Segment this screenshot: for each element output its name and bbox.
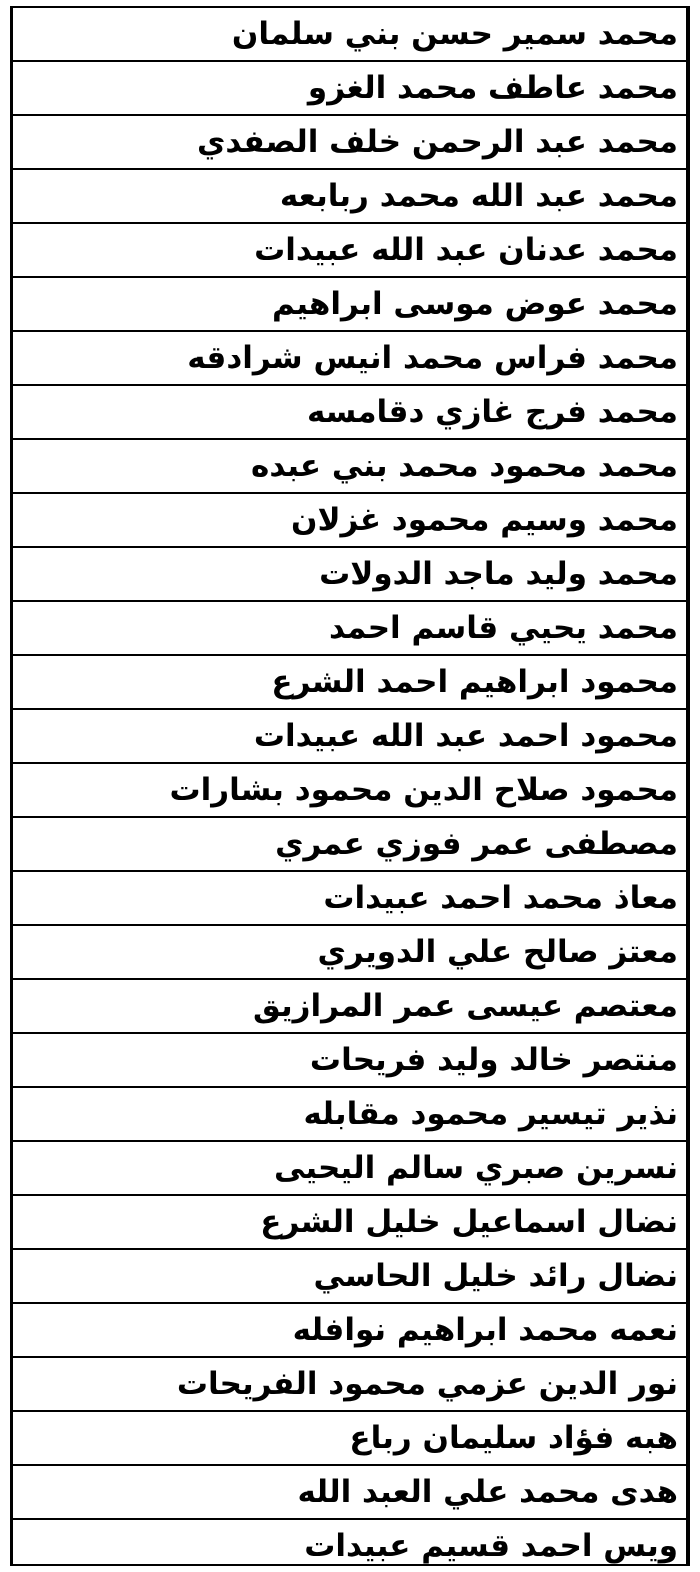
table-row xyxy=(13,816,686,870)
table-row xyxy=(13,924,686,978)
name-cell: محمد فرج غازي دقامسه xyxy=(307,393,678,430)
name-cell: ويس احمد قسيم عبيدات xyxy=(304,1527,678,1564)
table-row xyxy=(13,1248,686,1302)
table-row xyxy=(13,1086,686,1140)
table-row xyxy=(13,654,686,708)
table-row xyxy=(13,1194,686,1248)
table-row xyxy=(13,168,686,222)
table-row xyxy=(13,438,686,492)
name-cell: محمود احمد عبد الله عبيدات xyxy=(253,717,678,754)
table-row xyxy=(13,1410,686,1464)
name-cell: محمد فراس محمد انيس شرادقه xyxy=(187,339,678,376)
name-cell: منتصر خالد وليد فريحات xyxy=(309,1041,678,1078)
names-table xyxy=(10,6,690,1566)
table-row xyxy=(13,1302,686,1356)
table-row xyxy=(13,222,686,276)
name-cell: محمد يحيي قاسم احمد xyxy=(329,609,678,646)
table-row xyxy=(13,870,686,924)
name-cell: هبه فؤاد سليمان رباع xyxy=(349,1419,678,1456)
name-cell: محمد عبد الرحمن خلف الصفدي xyxy=(196,123,678,160)
table-row xyxy=(13,600,686,654)
name-cell: محمد عبد الله محمد ربابعه xyxy=(279,177,678,214)
name-cell: نسرين صبري سالم اليحيى xyxy=(273,1149,678,1186)
name-cell: محمود صلاح الدين محمود بشارات xyxy=(169,771,678,808)
name-cell: مصطفى عمر فوزي عمري xyxy=(275,825,678,862)
name-cell: محمد عاطف محمد الغزو xyxy=(307,69,678,106)
name-cell: نعمه محمد ابراهيم نوافله xyxy=(292,1311,678,1348)
name-cell: معاذ محمد احمد عبيدات xyxy=(323,879,678,916)
name-cell: محمد وليد ماجد الدولات xyxy=(319,555,678,592)
name-cell: محمد سمير حسن بني سلمان xyxy=(231,15,678,52)
name-cell: محمد محمود محمد بني عبده xyxy=(251,447,678,484)
name-cell: نذير تيسير محمود مقابله xyxy=(303,1095,678,1132)
table-row xyxy=(13,546,686,600)
name-cell: محمد عوض موسى ابراهيم xyxy=(271,285,678,322)
name-cell: هدى محمد علي العبد الله xyxy=(297,1473,678,1510)
name-cell: نور الدين عزمي محمود الفريحات xyxy=(176,1365,678,1402)
table-row xyxy=(13,1464,686,1518)
table-row xyxy=(13,330,686,384)
name-cell: معتصم عيسى عمر المرازيق xyxy=(253,987,678,1024)
table-row xyxy=(13,492,686,546)
table-row xyxy=(13,114,686,168)
table-row xyxy=(13,276,686,330)
table-row xyxy=(13,384,686,438)
name-cell: معتز صالح علي الدويري xyxy=(317,933,678,970)
table-row xyxy=(13,762,686,816)
table-row xyxy=(13,1356,686,1410)
name-cell: محمود ابراهيم احمد الشرع xyxy=(271,663,678,700)
table-row xyxy=(13,1140,686,1194)
table-row xyxy=(13,708,686,762)
table-row xyxy=(13,978,686,1032)
name-cell: نضال رائد خليل الحاسي xyxy=(313,1257,678,1294)
table-row xyxy=(13,6,686,60)
table-row xyxy=(13,1032,686,1086)
name-cell: نضال اسماعيل خليل الشرع xyxy=(260,1203,678,1240)
table-row xyxy=(13,60,686,114)
table-row xyxy=(13,1518,686,1572)
name-cell: محمد عدنان عبد الله عبيدات xyxy=(254,231,678,268)
name-cell: محمد وسيم محمود غزلان xyxy=(291,501,678,538)
